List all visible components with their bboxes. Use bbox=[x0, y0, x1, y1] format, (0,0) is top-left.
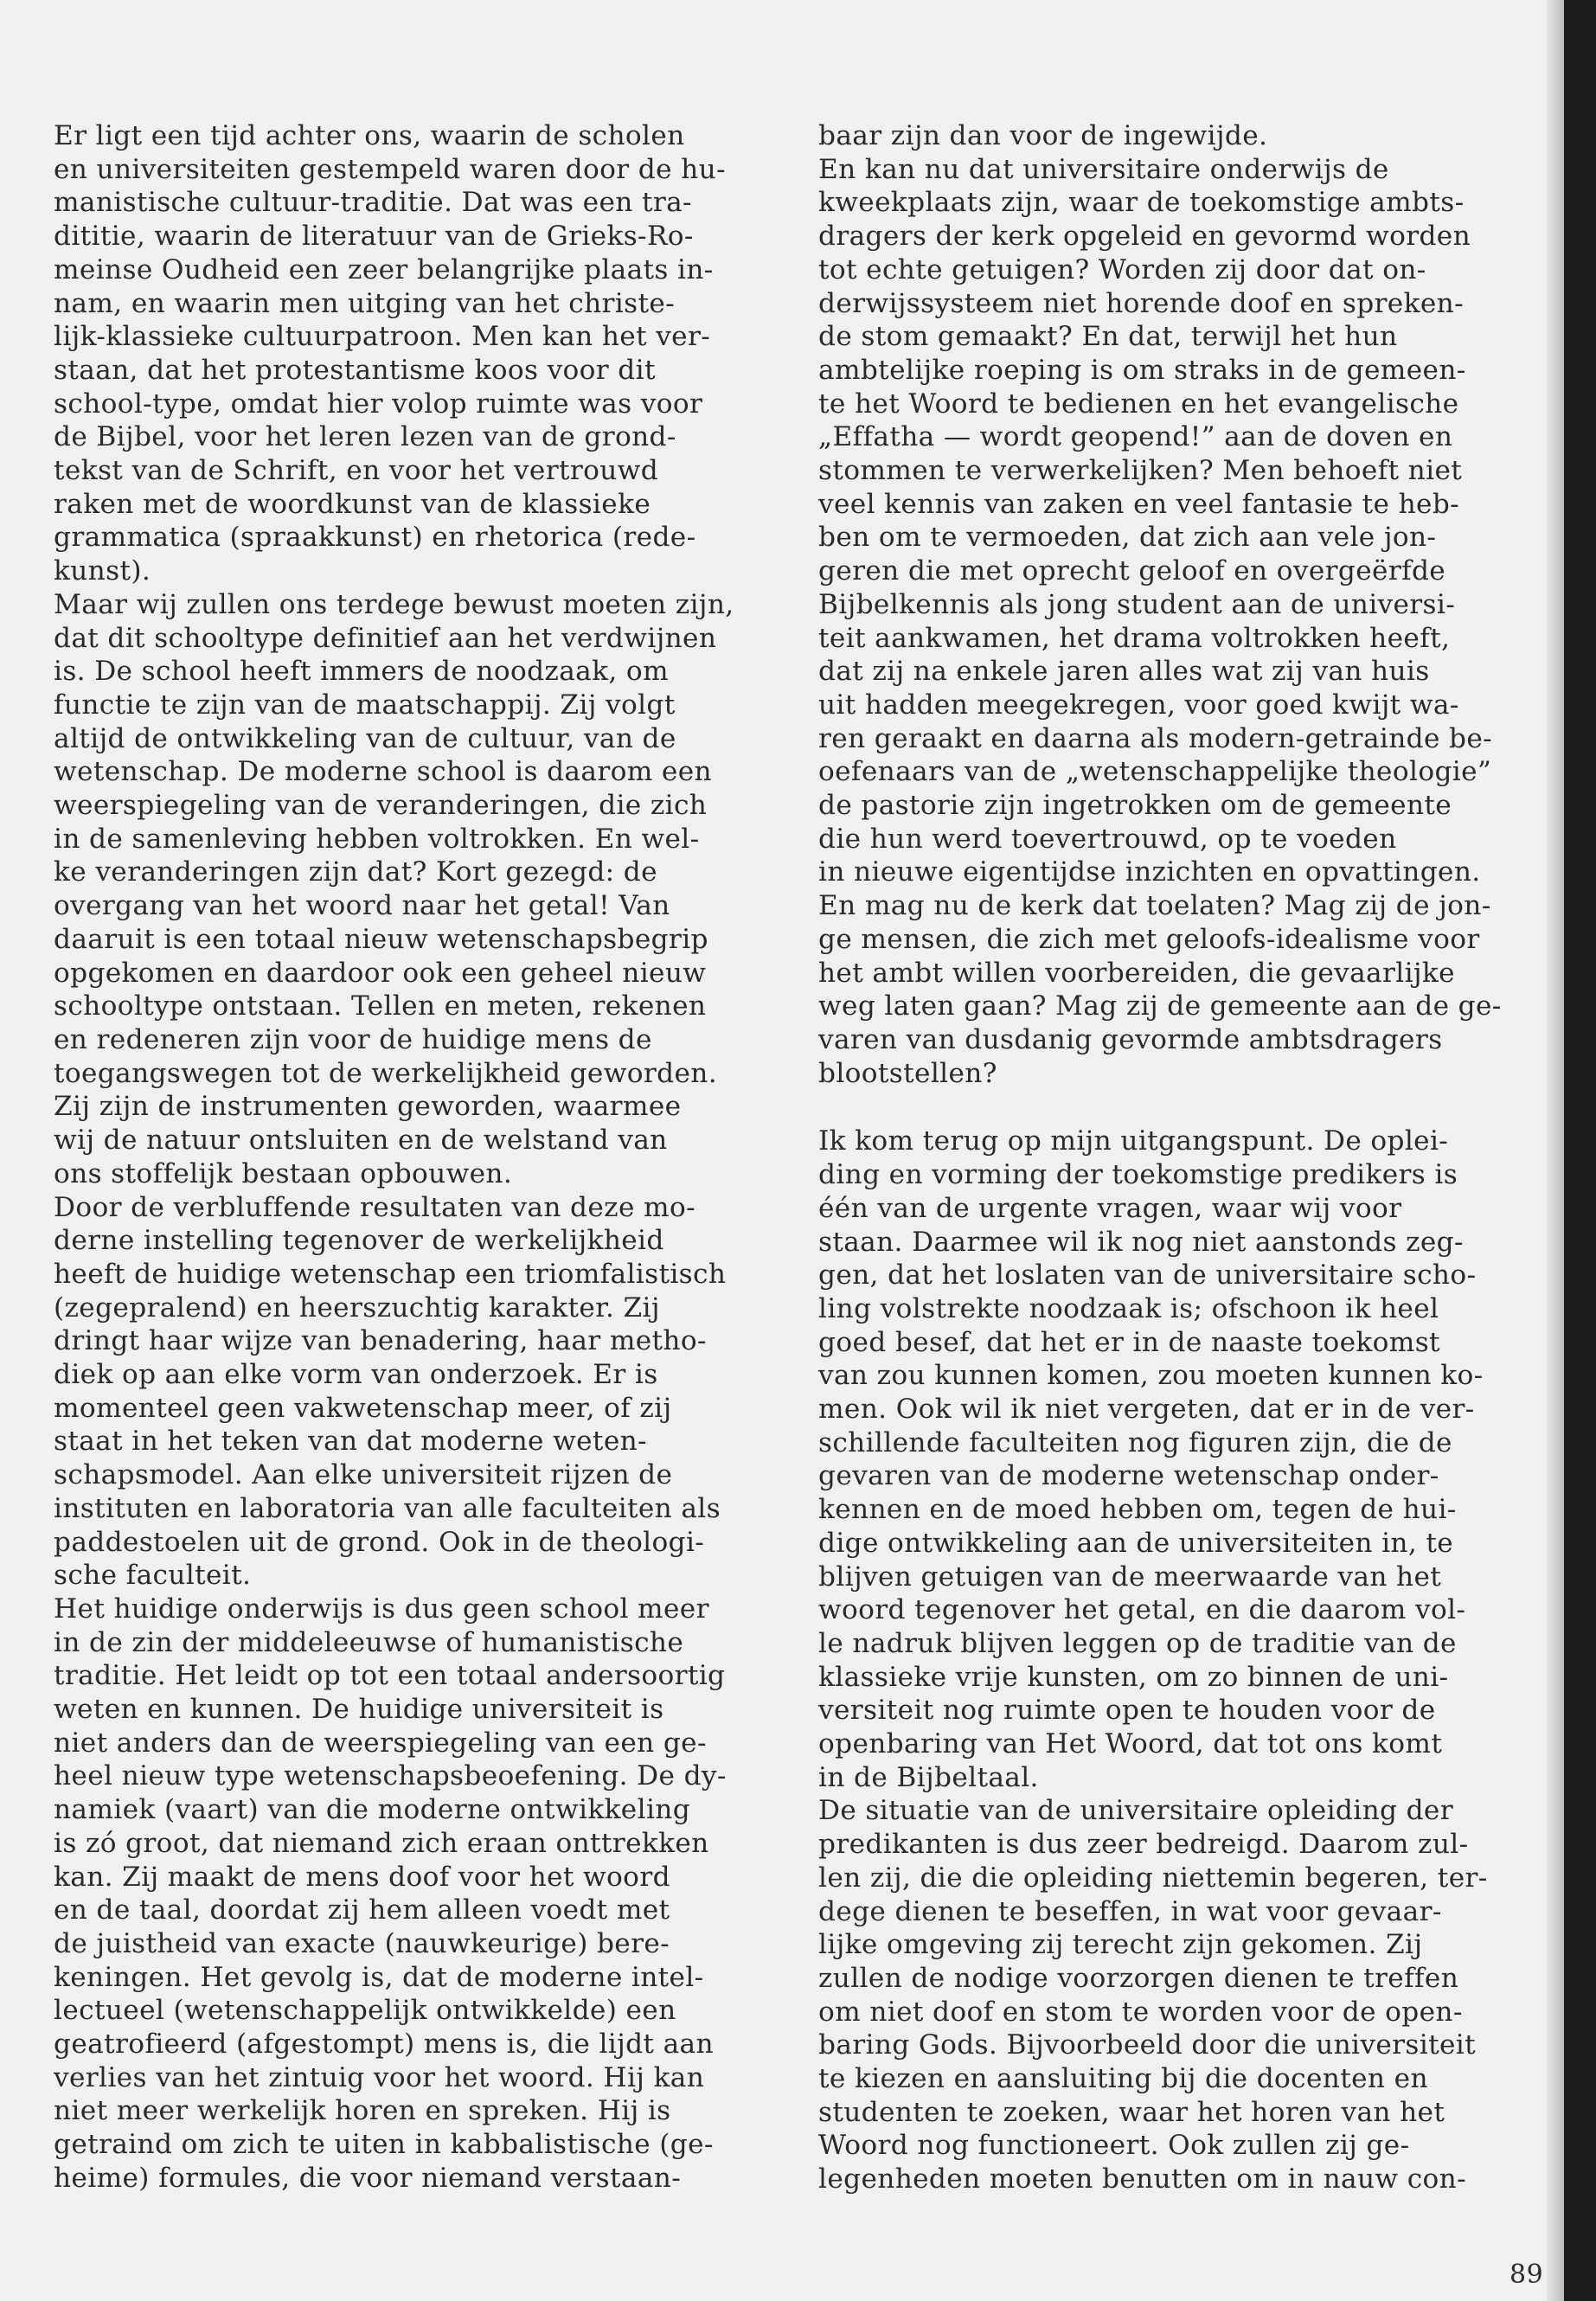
paragraph-current-education: Het huidige onderwijs is dus geen school meer in de zin der middeleeuwse of humanistische traditie. Het leidt op tot een totaal andersoortig weten en kunnen. De huidige universiteit is niet anders dan de weerspiegeling van een ge- heel nieuw type wetenschapsbeoefening. De dy- namiek (vaart) van die moderne ontwikkeling is zó groot, dat niemand zich eraan onttrekken kan. Zij maakt de mens doof voor het woord en de taal, doordat zij hem alleen voedt met de juistheid van exacte (nauwkeurige) bere- keningen. Het gevolg is, dat de moderne intel- lectueel (wetenschappelijk ontwikkelde) een geatrofieerd (afgestompt) mens is, die lijdt aan verlies van het zintuig voor het woord. Hij kan niet meer werkelijk horen en spreken. Hij is getraind om zich te uiten in kabbalistische (ge- heime) formules, die voor niemand verstaan- bbox=[54, 1593, 727, 2194]
paragraph-university-training-ground: En kan nu dat universitaire onderwijs de kweekplaats zijn, waar de toekomstige ambts- dragers der kerk opgeleid en gevormd worden tot echte getuigen? Worden zij door dat on- derwijssysteem niet horende doof en spreken- de stom gemaakt? En dat, terwijl het hun ambtelijke roeping is om straks in de gemeen- te het Woord te bedienen en het evangelische „Effatha — wordt geopend!” aan de doven en stommen te verwerkelijken? Men behoeft niet veel kennis van zaken en veel fantasie te heb- ben om te vermoeden, dat zich aan vele jon- geren die met oprecht geloof en overgeërfde Bijbelkennis als jong student aan de universi- teit aankwamen, het drama voltrokken heeft, dat zij na enkele jaren alles wat zij van huis uit hadden meegekregen, voor goed kwijt wa- ren geraakt en daarna als modern-getrainde be- oefenaars van de „wetenschappelijke theologie” de pastorie zijn ingetrokken om de gemeente die hun werd toevertrouwd, op te voeden in nieuwe eigentijdse inzichten en opvattingen. bbox=[818, 153, 1493, 888]
paragraph-church-questions: En mag nu de kerk dat toelaten? Mag zij de jon- ge mensen, die zich met geloofs-idealisme voor het ambt willen voorbereiden, die gevaarlijke weg laten gaan? Mag zij de gemeente aan de ge- varen van dusdanig gevormde ambtsdragers blootstellen? bbox=[818, 890, 1502, 1089]
paragraph-school-type-disappearing: Maar wij zullen ons terdege bewust moeten zijn, dat dit schooltype definitief aan het verdwijnen is. De school heeft immers de noodzaak, om functie te zijn van de maatschappij. Zij volgt altijd de ontwikkeling van de cultuur, van de wetenschap. De moderne school is daarom een weerspiegeling van de veranderingen, die zich in de samenleving hebben voltrokken. En wel- ke veranderingen zijn dat? Kort gezegd: de overgang van het woord naar het getal! Van daaruit is een totaal nieuw wetenschapsbegrip opgekomen en daardoor ook een geheel nieuw schooltype ontstaan. Tellen en meten, rekenen en redeneren zijn voor de huidige mens de toegangswegen tot de werkelijkheid geworden. Zij zijn de instrumenten geworden, waarmee wij de natuur ontsluiten en de welstand van ons stoffelijk bestaan opbouwen. bbox=[54, 588, 734, 1189]
scan-border bbox=[1564, 0, 1596, 2301]
page-number: 89 bbox=[1509, 2259, 1544, 2290]
paragraph-triumphalist-science: Door de verbluffende resultaten van deze mo- derne instelling tegenover de werkelijkheid heeft de huidige wetenschap een triomfalistisch (zegepralend) en heerszuchtig karakter. Zij dringt haar wijze van benadering, haar metho- diek op aan elke vorm van onderzoek. Er is momenteel geen vakwetenschap meer, of zij staat in het teken van dat moderne weten- schapsmodel. Aan elke universiteit rijzen de instituten en laboratoria van alle faculteiten als paddestoelen uit de grond. Ook in de theologi- sche faculteit. bbox=[54, 1191, 727, 1592]
page-edge-shadow bbox=[1547, 0, 1564, 2301]
paragraph-continuation: baar zijn dan voor de ingewijde. bbox=[818, 120, 1268, 151]
section-gap bbox=[818, 1090, 1541, 1125]
paragraph-starting-point: Ik kom terug op mijn uitgangspunt. De oplei- ding en vorming der toekomstige predikers is één van de urgente vragen, waar wij voor staan. Daarmee wil ik nog niet aanstonds zeg- gen, dat het loslaten van de universitaire scho- ling volstrekte noodzaak is; ofschoon ik heel goed besef, dat het er in de naaste toekomst van zou kunnen komen, zou moeten kunnen ko- men. Ook wil ik niet vergeten, dat er in de ver- schillende faculteiten nog figuren zijn, die de gevaren van de moderne wetenschap onder- kennen en de moed hebben om, tegen de hui- dige ontwikkeling aan de universiteiten in, te blijven getuigen van de meerwaarde van het woord tegenover het getal, en die daarom vol- le nadruk blijven leggen op de traditie van de klassieke vrije kunsten, om zo binnen de uni- versiteit nog ruimte open te houden voor de openbaring van Het Woord, dat tot ons komt in de Bijbeltaal. bbox=[818, 1125, 1484, 1793]
right-column bbox=[818, 119, 1541, 2196]
left-column bbox=[54, 119, 767, 2195]
paragraph-humanist-tradition: Er ligt een tijd achter ons, waarin de scholen en universiteiten gestempeld waren door de hu- manistische cultuur-traditie. Dat was een tra- dititie, waarin de literatuur van de Grieks-Ro- meinse Oudheid een zeer belangrijke plaats in- nam, en waarin men uitging van het christe- lijk-klassieke cultuurpatroon. Men kan het ver- staan, dat het protestantisme koos voor dit school-type, omdat hier volop ruimte was voor de Bijbel, voor het leren lezen van de grond- tekst van de Schrift, en voor het vertrouwd raken met de woordkunst van de klassieke grammatica (spraakkunst) en rhetorica (rede- kunst). bbox=[54, 120, 726, 587]
paragraph-threatened-situation: De situatie van de universitaire opleiding der predikanten is dus zeer bedreigd. Daarom zul- len zij, die die opleiding niettemin begeren, ter- dege dienen te beseffen, in wat voor gevaar- lijke omgeving zij terecht zijn gekomen. Zij zullen de nodige voorzorgen dienen te treffen om niet doof en stom te worden voor de open- baring Gods. Bijvoorbeeld door die universiteit te kiezen en aansluiting bij die docenten en studenten te zoeken, waar het horen van het Woord nog functioneert. Ook zullen zij ge- legenheden moeten benutten om in nauw con- bbox=[818, 1795, 1488, 2195]
